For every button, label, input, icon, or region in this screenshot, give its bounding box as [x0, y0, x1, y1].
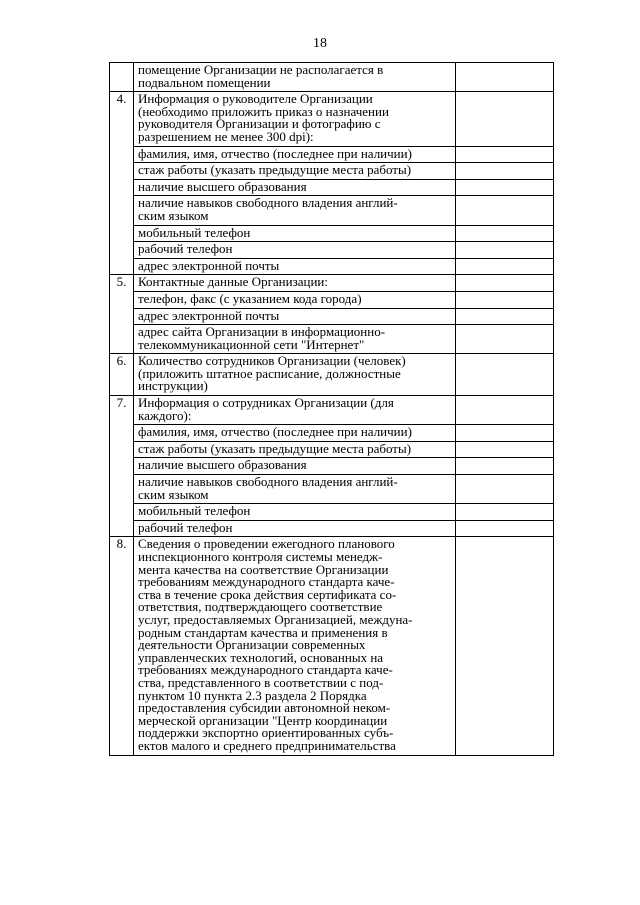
item-description: фамилия, имя, отчество (последнее при наличии): [134, 425, 456, 442]
table-row: [110, 275, 554, 292]
item-number: [110, 504, 134, 521]
item-description: помещение Организации не располагается в подвальном помещении: [134, 63, 456, 92]
item-description: наличие высшего образования: [134, 458, 456, 475]
item-description: рабочий телефон: [134, 242, 456, 259]
value-cell[interactable]: [456, 225, 554, 242]
value-cell[interactable]: [456, 504, 554, 521]
value-cell[interactable]: [456, 179, 554, 196]
value-cell[interactable]: [456, 196, 554, 225]
table-row: [110, 425, 554, 442]
item-description: адрес сайта Организации в информационно- телекоммуникационной сети "Интернет": [134, 325, 456, 354]
table-row: [110, 291, 554, 308]
item-number: [110, 63, 134, 92]
table-row: [110, 475, 554, 504]
table-row: [110, 196, 554, 225]
value-cell[interactable]: [456, 537, 554, 755]
item-description: рабочий телефон: [134, 520, 456, 537]
item-description: стаж работы (указать предыдущие места работы): [134, 163, 456, 180]
page-number: 18: [313, 36, 327, 51]
table-row: [110, 146, 554, 163]
item-number: [110, 441, 134, 458]
value-cell[interactable]: [456, 425, 554, 442]
value-cell[interactable]: [456, 258, 554, 275]
value-cell[interactable]: [456, 163, 554, 180]
item-number: [110, 520, 134, 537]
table-row: [110, 325, 554, 354]
value-cell[interactable]: [456, 520, 554, 537]
item-number: [110, 425, 134, 442]
item-description: Информация о руководителе Организации (необходимо приложить приказ о назначении руководителя Организации и фотографию с разрешением не менее 300 dpi):: [134, 92, 456, 146]
value-cell[interactable]: [456, 291, 554, 308]
item-description: адрес электронной почты: [134, 258, 456, 275]
item-number: [110, 163, 134, 180]
table-row: [110, 308, 554, 325]
table-row: [110, 179, 554, 196]
item-number: [110, 325, 134, 354]
item-description: Количество сотрудников Организации (человек) (приложить штатное расписание, должностные инструкции): [134, 354, 456, 396]
item-number: 5.: [110, 275, 134, 292]
item-description: наличие высшего образования: [134, 179, 456, 196]
table-row: [110, 92, 554, 146]
item-number: 6.: [110, 354, 134, 396]
item-number: [110, 225, 134, 242]
table-row: [110, 441, 554, 458]
item-description: наличие навыков свободного владения англий- ским языком: [134, 475, 456, 504]
item-description: фамилия, имя, отчество (последнее при наличии): [134, 146, 456, 163]
item-number: [110, 179, 134, 196]
item-description: Сведения о проведении ежегодного планового инспекционного контроля системы менедж- мента качества на соответствие Организации требованиям международного стандарта каче- ства в течение срока действия сертификата со- ответствия, подтверждающего соответствие услуг, предоставляемых Организацией, междуна- родным стандартам качества и применения в деятельности Организации современных управленческих технологий, основанных на требованиях международного стандарта каче- ства, представленного в соответствии с под- пунктом 10 пункта 2.3 раздела 2 Порядка предоставления субсидии автономной неком- мерческой организации "Центр координации поддержки экспортно ориентированных субъ- ектов малого и среднего предпринимательства: [134, 537, 456, 755]
value-cell[interactable]: [456, 275, 554, 292]
table-row: [110, 396, 554, 425]
table-row: [110, 537, 554, 755]
value-cell[interactable]: [456, 242, 554, 259]
item-description: мобильный телефон: [134, 225, 456, 242]
item-number: [110, 146, 134, 163]
item-number: [110, 196, 134, 225]
table-row: [110, 354, 554, 396]
item-number: [110, 291, 134, 308]
value-cell[interactable]: [456, 458, 554, 475]
table-row: [110, 258, 554, 275]
item-number: [110, 242, 134, 259]
item-description: стаж работы (указать предыдущие места работы): [134, 441, 456, 458]
value-cell[interactable]: [456, 146, 554, 163]
value-cell[interactable]: [456, 354, 554, 396]
value-cell[interactable]: [456, 325, 554, 354]
item-description: мобильный телефон: [134, 504, 456, 521]
table-row: [110, 225, 554, 242]
table-row: [110, 458, 554, 475]
value-cell[interactable]: [456, 396, 554, 425]
item-description: Информация о сотрудниках Организации (для каждого):: [134, 396, 456, 425]
item-number: 4.: [110, 92, 134, 146]
item-number: [110, 258, 134, 275]
item-description: адрес электронной почты: [134, 308, 456, 325]
item-number: [110, 308, 134, 325]
value-cell[interactable]: [456, 441, 554, 458]
table-row: [110, 63, 554, 92]
value-cell[interactable]: [456, 63, 554, 92]
item-number: [110, 458, 134, 475]
table-row: [110, 504, 554, 521]
item-number: [110, 475, 134, 504]
value-cell[interactable]: [456, 92, 554, 146]
value-cell[interactable]: [456, 308, 554, 325]
item-description: наличие навыков свободного владения англий- ским языком: [134, 196, 456, 225]
table-row: [110, 163, 554, 180]
form-table: [109, 62, 554, 756]
table-row: [110, 520, 554, 537]
table-row: [110, 242, 554, 259]
item-description: телефон, факс (с указанием кода города): [134, 291, 456, 308]
item-number: 7.: [110, 396, 134, 425]
item-number: 8.: [110, 537, 134, 755]
item-description: Контактные данные Организации:: [134, 275, 456, 292]
value-cell[interactable]: [456, 475, 554, 504]
